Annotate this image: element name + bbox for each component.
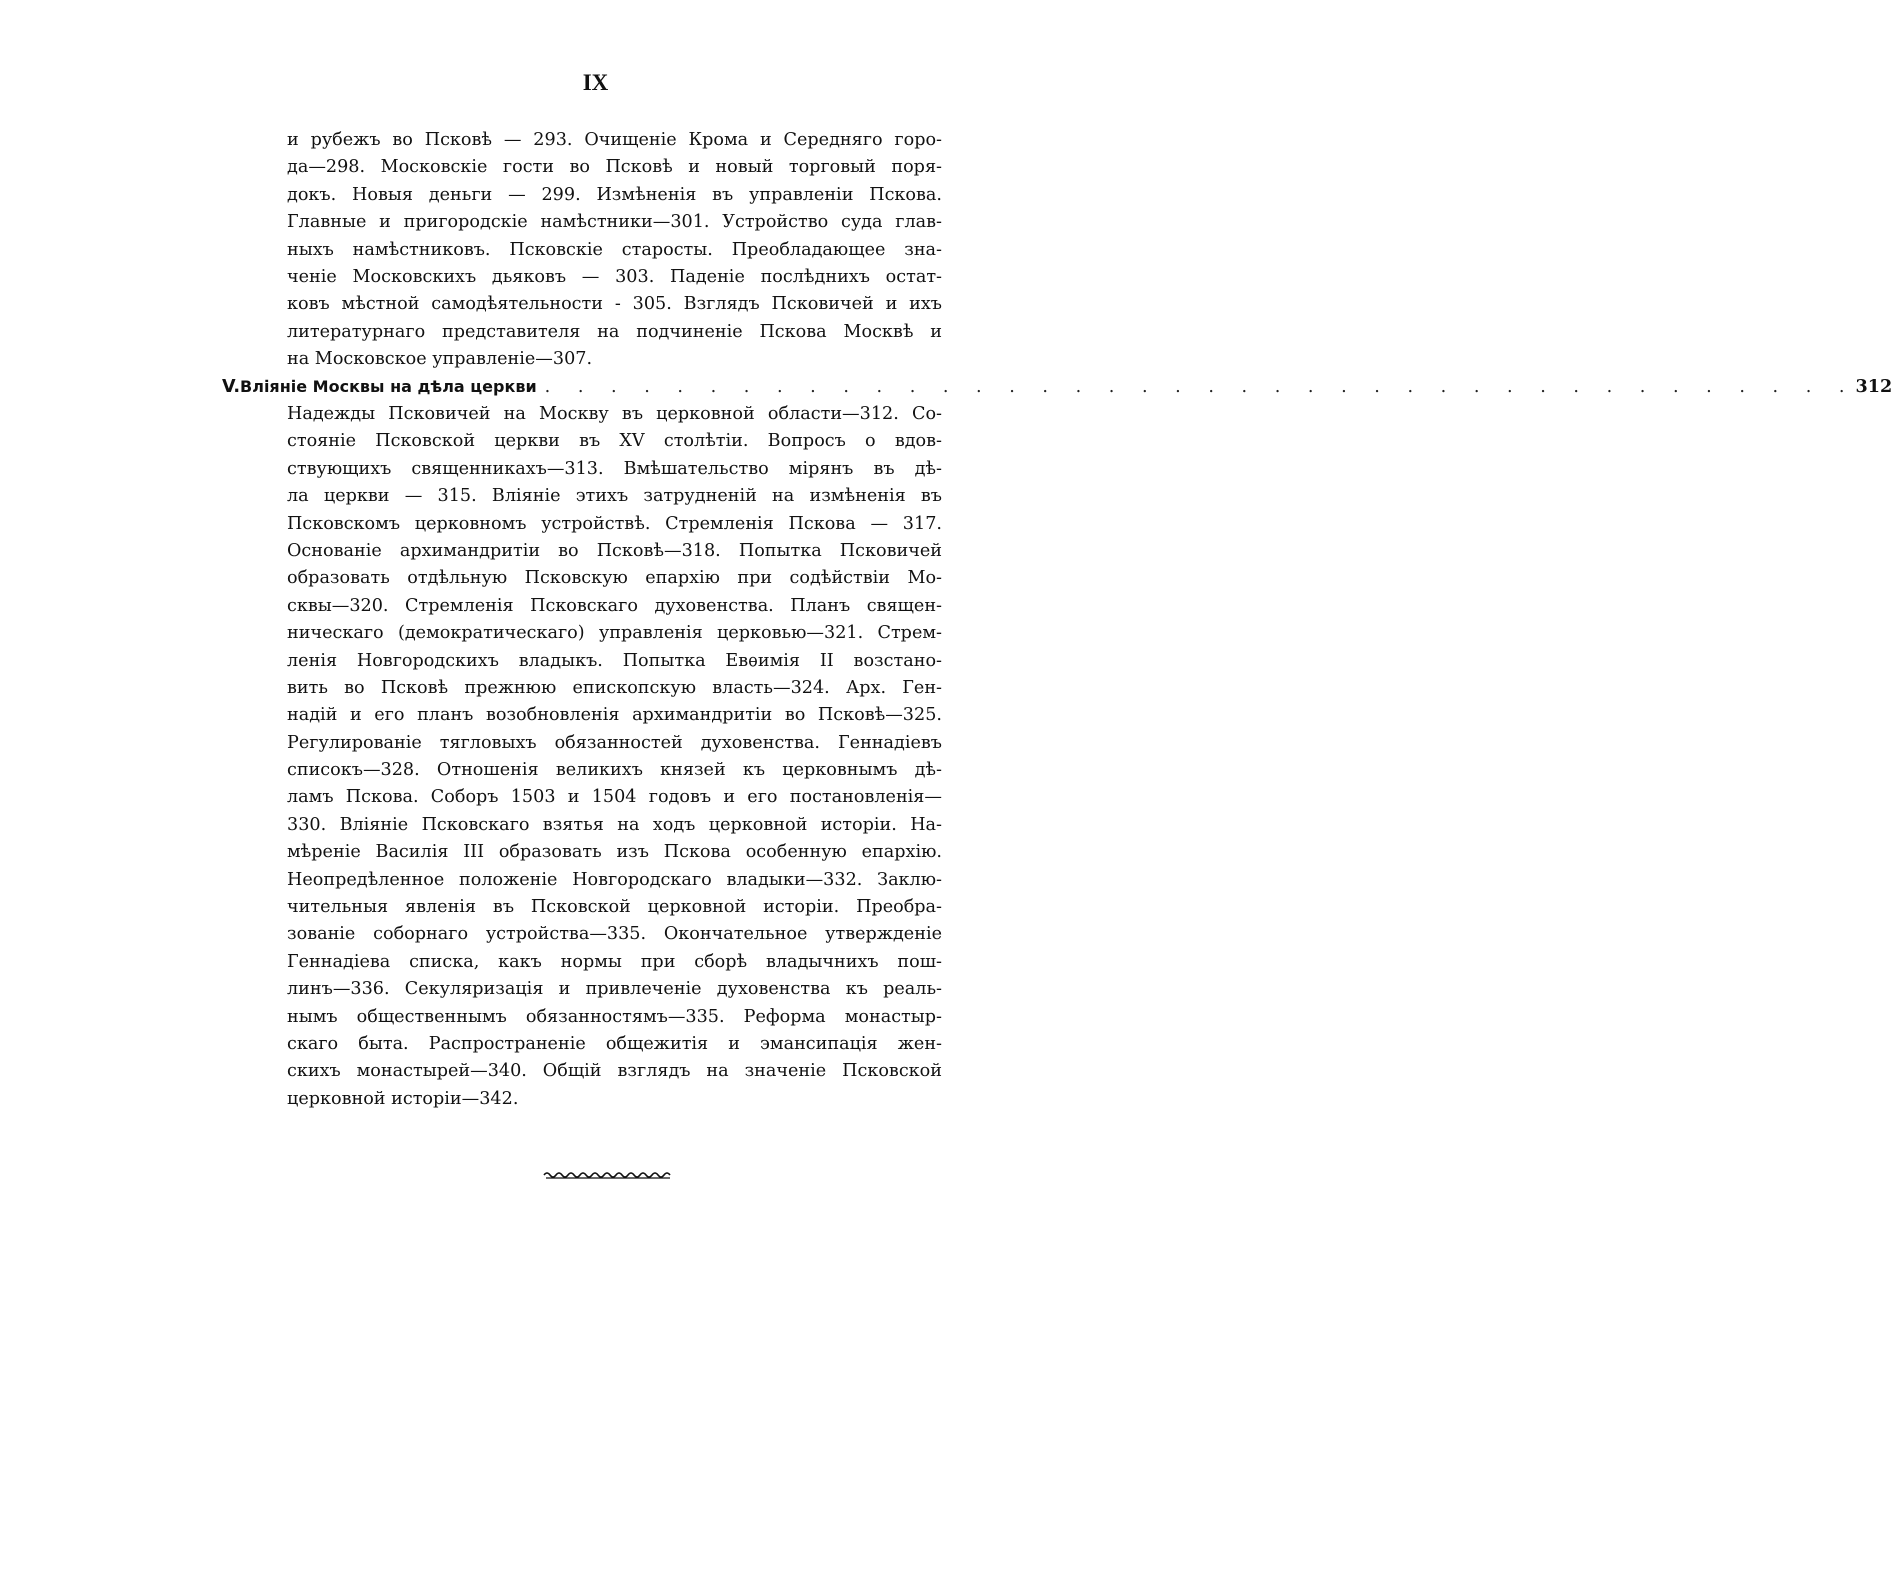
summary-line: литературнаго представителя на подчиненіе Пскова Москвѣ и: [287, 321, 942, 342]
chapter-summary: [287, 401, 942, 1113]
summary-line: Геннадіева списка, какъ нормы при сборѣ владычнихъ пош-: [287, 951, 942, 972]
summary-line: зованіе соборнаго устройства—335. Окончательное утвержденіе: [287, 924, 942, 945]
leader-dots: . . . . . . . . . . . . . . . . . . . . . . . . . . . . . . . . . . . . . . . .: [544, 377, 1856, 397]
summary-line: стояніе Псковской церкви въ XV столѣтіи. Вопросъ о вдов-: [287, 431, 942, 452]
continuation-summary: [287, 127, 942, 374]
summary-line: ченіе Московскихъ дьяковъ — 303. Паденіе послѣднихъ остат-: [287, 266, 942, 287]
chapter-page-number: 312: [1855, 376, 1892, 397]
summary-line: ствующихъ священникахъ—313. Вмѣшательство мірянъ въ дѣ-: [287, 458, 942, 479]
summary-line: Главные и пригородскіе намѣстники—301. Устройство суда глав-: [287, 212, 942, 233]
summary-line: вить во Псковѣ прежнюю епископскую власть—324. Арх. Ген-: [287, 677, 942, 698]
summary-line: Псковскомъ церковномъ устройствѣ. Стремленія Пскова — 317.: [287, 513, 942, 534]
summary-line: да—298. Московскіе гости во Псковѣ и новый торговый поря-: [287, 157, 942, 178]
summary-line: и рубежъ во Псковѣ — 293. Очищеніе Крома и Середняго горо-: [287, 130, 942, 150]
summary-line: скаго быта. Распространеніе общежитія и эмансипація жен-: [287, 1033, 942, 1054]
chapter-title: Вліяніе Москвы на дѣла церкви: [240, 377, 537, 396]
summary-line: образовать отдѣльную Псковскую епархію при содѣйствіи Мо-: [287, 568, 942, 589]
summary-line: Неопредѣленное положеніе Новгородскаго владыки—332. Заклю-: [287, 869, 942, 890]
summary-line: чительныя явленія въ Псковской церковной исторіи. Преобра-: [287, 897, 942, 918]
summary-line: Регулированіе тягловыхъ обязанностей духовенства. Геннадіевъ: [287, 732, 942, 753]
page-number: IX: [582, 70, 609, 95]
summary-line: 330. Вліяніе Псковскаго взятья на ходъ церковной исторіи. На-: [287, 814, 942, 835]
summary-line: ническаго (демократическаго) управленія церковью—321. Стрем-: [287, 623, 942, 644]
chapter-heading: [222, 373, 1892, 401]
summary-line: ламъ Пскова. Соборъ 1503 и 1504 годовъ и его постановленія—: [287, 787, 942, 808]
end-ornament-icon: [542, 1168, 674, 1182]
summary-line: списокъ—328. Отношенія великихъ князей къ церковнымъ дѣ-: [287, 760, 942, 781]
summary-line: надій и его планъ возобновленія архимандритіи во Псковѣ—325.: [287, 705, 942, 726]
chapter-numeral: V.: [222, 377, 241, 397]
summary-line: на Московское управленіе—307.: [287, 349, 593, 370]
summary-line: ныхъ намѣстниковъ. Псковскіе старосты. Преобладающее зна-: [287, 239, 942, 260]
summary-line: мѣреніе Василія III образовать изъ Пскова особенную епархію.: [287, 842, 942, 863]
summary-line: линъ—336. Секуляризація и привлеченіе духовенства къ реаль-: [287, 979, 942, 1000]
summary-line: Основаніе архимандритіи во Псковѣ—318. Попытка Псковичей: [287, 540, 942, 561]
summary-line: ла церкви — 315. Вліяніе этихъ затрудненій на измѣненія въ: [287, 486, 942, 507]
summary-line: докъ. Новыя деньги — 299. Измѣненія въ управленіи Пскова.: [287, 184, 942, 205]
summary-line: нымъ общественнымъ обязанностямъ—335. Реформа монастыр-: [287, 1006, 942, 1027]
summary-line: сквы—320. Стремленія Псковскаго духовенства. Планъ священ-: [287, 595, 942, 616]
summary-line: Надежды Псковичей на Москву въ церковной области—312. Со-: [287, 404, 942, 424]
summary-line: ленія Новгородскихъ владыкъ. Попытка Евѳимія II возстано-: [287, 650, 942, 671]
summary-line: церковной исторіи—342.: [287, 1088, 519, 1109]
summary-line: скихъ монастырей—340. Общій взглядъ на значеніе Псковской: [287, 1061, 942, 1082]
summary-line: ковъ мѣстной самодѣятельности - 305. Взглядъ Псковичей и ихъ: [287, 294, 942, 315]
